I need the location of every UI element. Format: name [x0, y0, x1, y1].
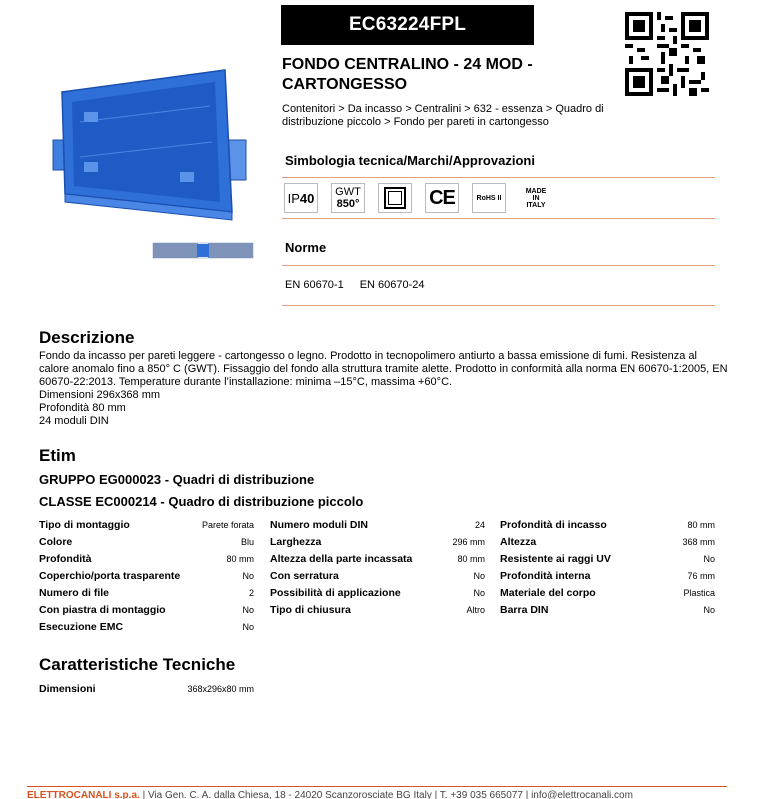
description-line: Fondo da incasso per pareti leggere - cartongesso o legno. Prodotto in tecnopolimero antiurto a bassa emissione di fumi. Resistenza al calore anomalo fino a 850° C (GWT). Fissaggio del fondo alla struttura tramite alette. Prodotto in conformità alla norma EN 60670-1:2005, EN 60670-22:2013. Temperature durante l’installazione: minima –15°C, massima +60°C. [39, 350, 728, 388]
spec-key: Numero di file [39, 586, 110, 599]
footer [27, 790, 737, 799]
spec-key: Possibilità di applicazione [270, 586, 401, 599]
made-line-3: ITALY [526, 201, 546, 209]
spec-key: Colore [39, 535, 73, 548]
norm-item: EN 60670-24 [359, 279, 425, 291]
spec-value: Plastica [683, 587, 715, 598]
spec-key: Coperchio/porta trasparente [39, 569, 181, 582]
spec-value: Parete forata [201, 519, 254, 530]
spec-key: Barra DIN [500, 603, 549, 616]
gwt-icon [331, 183, 365, 213]
tech-specs [39, 680, 254, 697]
spec-row [39, 550, 254, 567]
description-line: 24 moduli DIN [39, 415, 109, 427]
spec-key: Numero moduli DIN [270, 518, 369, 531]
etim-class: CLASSE EC000214 - Quadro di distribuzione piccolo [39, 494, 364, 509]
description-line: Profondità 80 mm [39, 402, 126, 414]
spec-value: 2 [248, 587, 254, 598]
double-insulation-icon [378, 183, 412, 213]
footer-contact: | Via Gen. C. A. dalla Chiesa, 18 - 24020 Scanzorosciate BG Italy | T. +39 035 665077 | info@elettrocanali.com [139, 790, 633, 799]
spec-row [39, 567, 254, 584]
product-code: EC63224FPL [281, 5, 534, 45]
spec-key: Materiale del corpo [500, 586, 596, 599]
ip-value: 40 [299, 190, 315, 206]
product-title: FONDO CENTRALINO - 24 MOD - CARTONGESSO [282, 56, 533, 93]
spec-key: Esecuzione EMC [39, 620, 124, 633]
description-line: Dimensioni 296x368 mm [39, 389, 161, 401]
product-image [50, 62, 265, 262]
footer-divider [27, 786, 727, 787]
etim-column-3 [500, 516, 715, 618]
spec-key: Dimensioni [39, 682, 96, 695]
norm-item: EN 60670-1 [285, 279, 344, 291]
norms-heading: Norme [285, 240, 327, 255]
description-title: Descrizione [39, 328, 135, 347]
spec-value: 368 mm [682, 536, 715, 547]
spec-key: Altezza [500, 535, 537, 548]
spec-row [39, 533, 254, 550]
symbols-row [284, 183, 553, 213]
ce-mark-icon: CE [425, 183, 459, 213]
spec-value: No [242, 570, 254, 581]
spec-row [39, 516, 254, 533]
spec-value: No [473, 587, 485, 598]
description-heading [39, 328, 134, 348]
spec-value: 80 mm [226, 553, 254, 564]
etim-column-2 [270, 516, 485, 618]
spec-key: Larghezza [270, 535, 322, 548]
spec-row [500, 533, 715, 550]
spec-key: Altezza della parte incassata [270, 552, 413, 565]
spec-row [270, 584, 485, 601]
etim-group: GRUPPO EG000023 - Quadri di distribuzione [39, 472, 315, 487]
spec-key: Resistente ai raggi UV [500, 552, 611, 565]
spec-key: Con piastra di montaggio [39, 603, 166, 616]
norms-list [285, 279, 425, 291]
spec-key: Con serratura [270, 569, 339, 582]
spec-row [500, 516, 715, 533]
spec-row [270, 550, 485, 567]
spec-row [39, 601, 254, 618]
tech-title: Caratteristiche Tecniche [39, 655, 236, 674]
spec-value: No [242, 604, 254, 615]
spec-row [270, 533, 485, 550]
made-in-italy-icon [519, 183, 553, 213]
spec-row [39, 680, 254, 697]
etim-column-1 [39, 516, 254, 635]
spec-row [500, 584, 715, 601]
spec-value: No [242, 621, 254, 632]
spec-key: Tipo di chiusura [270, 603, 351, 616]
spec-value: Blu [240, 536, 254, 547]
gwt-label: GWT [335, 186, 361, 198]
spec-row [500, 601, 715, 618]
spec-row [270, 567, 485, 584]
spec-value: 24 [474, 519, 485, 530]
spec-key: Profondità interna [500, 569, 591, 582]
etim-heading [39, 446, 76, 466]
footer-brand: ELETTROCANALI s.p.a. [27, 790, 140, 799]
divider [282, 177, 715, 178]
divider [282, 218, 715, 219]
ip-prefix: IP [287, 190, 300, 206]
spec-key: Tipo di montaggio [39, 518, 130, 531]
spec-value: 80 mm [687, 519, 715, 530]
spec-value: 368x296x80 mm [187, 683, 254, 694]
spec-value: 296 mm [452, 536, 485, 547]
etim-title: Etim [39, 446, 76, 465]
spec-value: No [703, 604, 715, 615]
gwt-value: 850° [336, 198, 360, 210]
spec-value: 76 mm [687, 570, 715, 581]
symbols-heading: Simbologia tecnica/Marchi/Approvazioni [285, 153, 535, 168]
spec-row [500, 567, 715, 584]
tech-heading [39, 655, 235, 675]
spec-value: 80 mm [457, 553, 485, 564]
spec-value: No [473, 570, 485, 581]
spec-row [39, 584, 254, 601]
spec-row [270, 516, 485, 533]
spec-row [39, 618, 254, 635]
divider [282, 305, 715, 306]
description-text [39, 350, 729, 428]
made-line-1: MADE [525, 187, 547, 195]
made-line-2: IN [532, 194, 540, 202]
spec-key: Profondità [39, 552, 92, 565]
qr-code[interactable] [625, 12, 709, 96]
spec-key: Profondità di incasso [500, 518, 607, 531]
spec-row [270, 601, 485, 618]
breadcrumb: Contenitori > Da incasso > Centralini > 632 - essenza > Quadro di distribuzione piccolo > Fondo per pareti in cartongesso [282, 103, 604, 128]
rohs-icon: RoHS II [472, 183, 506, 213]
divider [282, 265, 715, 266]
spec-value: Altro [466, 604, 485, 615]
ip-rating-icon [284, 183, 318, 213]
spec-row [500, 550, 715, 567]
spec-value: No [703, 553, 715, 564]
